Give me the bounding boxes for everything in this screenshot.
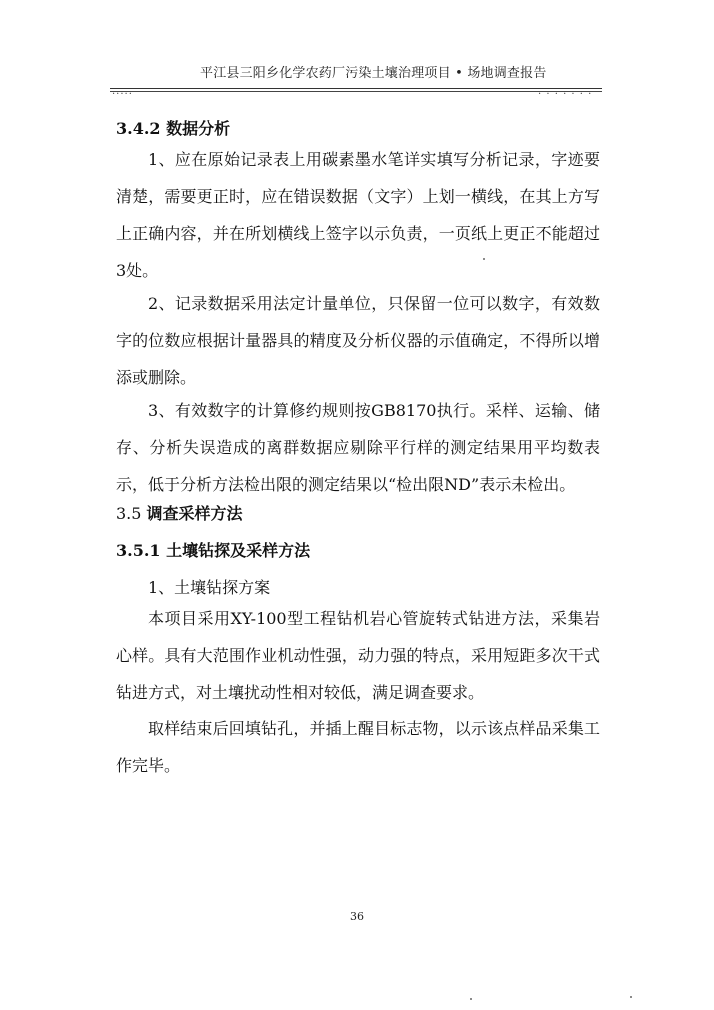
paragraph-significant-digits: 3、有效数字的计算修约规则按GB8170执行。采样、运输、储存、分析失误造成的离群数据应剔除平行样的测定结果用平均数表示，低于分析方法检出限的测定结果以“检出限ND”表示未检出。 <box>116 401 600 494</box>
running-header: 平江县三阳乡化学农药厂污染土壤治理项目 • 场地调查报告 <box>200 66 547 81</box>
page-number: 36 <box>350 910 364 923</box>
paragraph-backfill: 取样结束后回填钻孔，并插上醒目标志物，以示该点样品采集工作完毕。 <box>116 719 600 775</box>
section-heading-3-5 <box>116 501 243 524</box>
header-rule-thin <box>110 91 602 92</box>
section-heading-3-4-2: 3.4.2 数据分析 <box>116 119 231 138</box>
section-number-3-5: 3.5 <box>116 504 142 523</box>
section-heading-3-5-1: 3.5.1 土壤钻探及采样方法 <box>116 541 311 560</box>
list-item-drilling-plan: 1、土壤钻探方案 <box>148 578 271 597</box>
header-dash-decoration-left: ..... <box>112 86 133 97</box>
scan-speck <box>630 996 632 998</box>
paragraph-record-units: 2、记录数据采用法定计量单位，只保留一位可以数字，有效数字的位数应根据计量器具的精度及分析仪器的示值确定，不得所以增添或删除。 <box>116 294 600 387</box>
paragraph-record-correction: 1、应在原始记录表上用碳素墨水笔详实填写分析记录，字迹要清楚，需要更正时，应在错误数据（文字）上划一横线，在其上方写上正确内容，并在所划横线上签字以示负责，一页纸上更正不能超过3处。 <box>116 150 600 280</box>
paragraph-drilling-method: 本项目采用XY-100型工程钻机岩心管旋转式钻进方法，采集岩心样。具有大范围作业机动性强，动力强的特点，采用短距多次干式钻进方式，对土壤扰动性相对较低，满足调查要求。 <box>116 609 600 702</box>
header-dash-decoration-right: . . . . . . . <box>538 86 593 97</box>
section-title-3-5: 调查采样方法 <box>146 504 243 523</box>
scan-speck <box>483 258 485 260</box>
scan-speck <box>470 998 472 1000</box>
header-rule <box>110 88 602 89</box>
